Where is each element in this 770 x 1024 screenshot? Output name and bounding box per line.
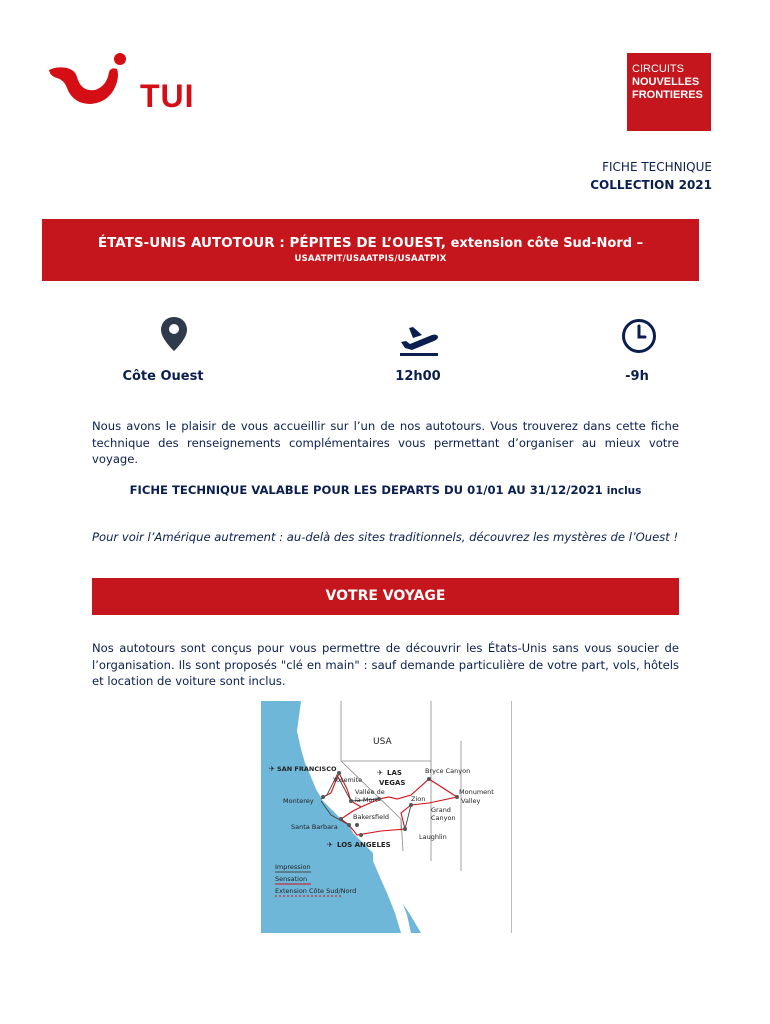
section-body: Nos autotours sont conçus pour vous permettre de découvrir les États-Unis sans vous soucier de l’organisation. Ils sont proposés "clé en main" : sauf demande particulière de votre part, vols, hôtels et location de voiture sont inclus. xyxy=(92,641,679,688)
map-label-las: LAS xyxy=(387,769,402,777)
legend-extension: Extension Côte Sud/Nord xyxy=(275,887,357,895)
map-label-yosemite: Yosemite xyxy=(333,776,363,784)
validity-notice xyxy=(92,483,679,497)
title-banner xyxy=(42,219,699,281)
legend-sensation: Sensation xyxy=(275,875,308,883)
map-label-grand: Grand xyxy=(431,806,451,814)
route-map xyxy=(261,701,512,933)
section-title-votre-voyage: VOTRE VOYAGE xyxy=(92,578,679,615)
la-airport-icon: ✈ xyxy=(327,841,333,849)
legend-impression: Impression xyxy=(275,863,311,871)
route-map-svg xyxy=(261,701,511,933)
brand-line-2: NOUVELLES xyxy=(632,76,700,88)
validity-main: FICHE TECHNIQUE VALABLE POUR LES DEPARTS DU 01/01 AU 31/12/2021 xyxy=(129,483,603,497)
map-label-vegas: VEGAS xyxy=(379,779,406,787)
brand-box[interactable] xyxy=(627,53,711,131)
map-label-valley: Valley xyxy=(461,797,481,805)
map-label-canyon: Canyon xyxy=(431,814,456,822)
trip-title-main: ÉTATS-UNIS AUTOTOUR : PÉPITES DE L’OUEST, xyxy=(97,235,446,251)
time-difference-label: -9h xyxy=(625,369,649,384)
tagline: Pour voir l’Amérique autrement : au-delà des sites traditionnels, découvrez les mystères de l’Ouest ! xyxy=(92,530,679,544)
fiche-label: FICHE TECHNIQUE xyxy=(602,160,712,174)
map-label-la: LOS ANGELES xyxy=(337,841,391,849)
tui-smile-icon xyxy=(47,52,137,112)
map-label-zion: Zion xyxy=(411,795,426,803)
logo-text: TUI xyxy=(140,78,195,114)
brand-line-3: FRONTIERES xyxy=(632,89,703,101)
map-label-bakersfield: Bakersfield xyxy=(353,813,390,821)
map-label-monterey: Monterey xyxy=(283,797,314,805)
intro-paragraph: Nous avons le plaisir de vous accueillir sur l’un de nos autotours. Vous trouverez dans cette fiche technique des renseignements complémentaires vous permettant d’organiser au mieux votre voyage. xyxy=(92,419,679,466)
destination-label: Côte Ouest xyxy=(122,369,204,384)
location-pin-icon xyxy=(160,316,188,356)
map-label-country: USA xyxy=(373,737,392,747)
map-label-santa-barbara: Santa Barbara xyxy=(291,823,338,831)
trip-title xyxy=(42,235,699,251)
sf-airport-icon: ✈ xyxy=(269,765,275,773)
flight-time-label: 12h00 xyxy=(395,369,441,384)
collection-label: COLLECTION 2021 xyxy=(590,178,712,192)
map-label-sf: SAN FRANCISCO xyxy=(277,765,337,773)
map-label-monument: Monument xyxy=(459,788,494,796)
trip-codes: USAATPIT/USAATPIS/USAATPIX xyxy=(294,254,447,264)
map-label-mort: la Mort xyxy=(355,796,378,804)
map-label-laughlin: Laughlin xyxy=(419,833,447,841)
airplane-takeoff-icon xyxy=(398,322,440,360)
clock-icon xyxy=(621,318,657,358)
trip-title-extension: extension côte Sud-Nord – xyxy=(450,236,644,251)
brand-line-1: CIRCUITS xyxy=(632,63,684,75)
map-label-vallee: Vallée de xyxy=(355,788,385,796)
validity-suffix: inclus xyxy=(606,485,642,497)
lv-airport-icon: ✈ xyxy=(377,769,383,777)
map-label-bryce: Bryce Canyon xyxy=(425,767,471,775)
